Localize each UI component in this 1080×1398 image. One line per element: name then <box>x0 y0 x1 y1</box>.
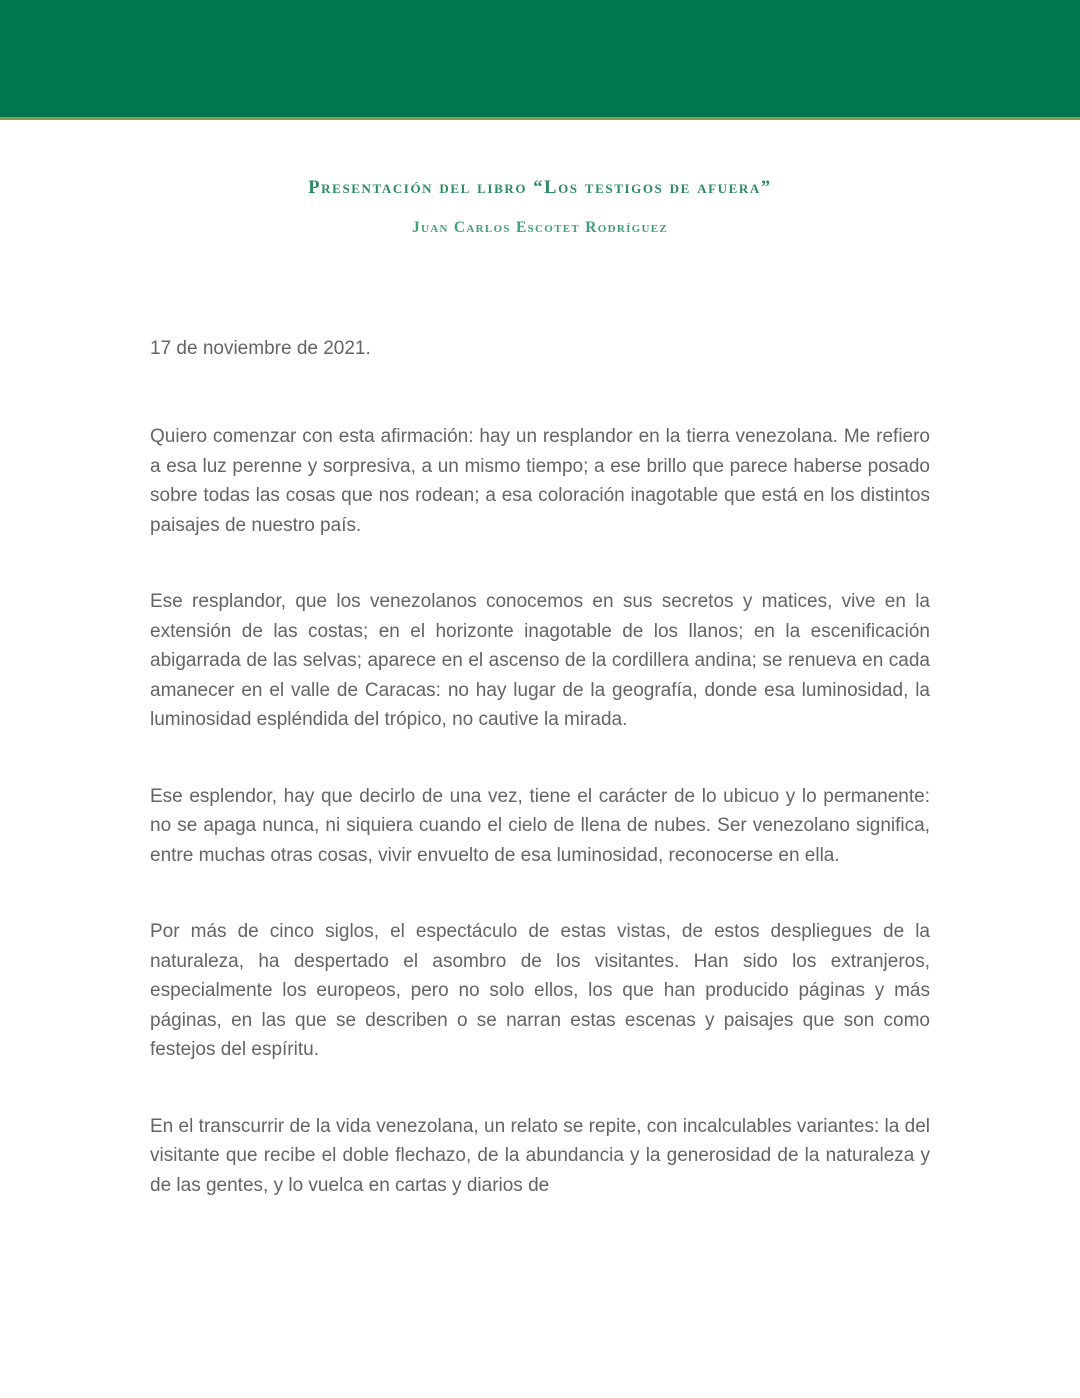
document-title: Presentación del libro “Los testigos de afuera” <box>308 178 772 198</box>
document-body <box>150 422 930 1200</box>
paragraph: Quiero comenzar con esta afirmación: hay un resplandor en la tierra venezolana. Me refiero a esa luz perenne y sorpresiva, a un mismo tiempo; a ese brillo que parece haberse posado sobre todas las cosas que nos rodean; a esa coloración inagotable que está en los distintos paisajes de nuestro país. <box>150 426 930 536</box>
paragraph: Ese esplendor, hay que decirlo de una vez, tiene el carácter de lo ubicuo y lo permanente: no se apaga nunca, ni siquiera cuando el cielo de llena de nubes. Ser venezolano significa, entre muchas otras cosas, vivir envuelto de esa luminosidad, reconocerse en ella. <box>150 785 930 866</box>
header-band <box>0 0 1080 120</box>
paragraph: En el transcurrir de la vida venezolana, un relato se repite, con incalculables variantes: la del visitante que recibe el doble flechazo, de la abundancia y la generosidad de la naturaleza y de las gentes, y lo vuelca en cartas y diarios de <box>150 1115 930 1196</box>
paragraph: Por más de cinco siglos, el espectáculo de estas vistas, de estos despliegues de la naturaleza, ha despertado el asombro de los visitantes. Han sido los extranjeros, especialmente los europeos, pero no solo ellos, los que han producido páginas y más páginas, en las que se describen o se narran estas escenas y paisajes que son como festejos del espíritu. <box>150 921 930 1060</box>
document-author: Juan Carlos Escotet Rodríguez <box>411 219 669 236</box>
document-page <box>0 176 1080 1200</box>
paragraph: Ese resplandor, que los venezolanos conocemos en sus secretos y matices, vive en la extensión de las costas; en el horizonte inagotable de los llanos; en la escenificación abigarrada de las selvas; aparece en el ascenso de la cordillera andina; se renueva en cada amanecer en el valle de Caracas: no hay lugar de la geografía, donde esa luminosidad, la luminosidad espléndida del trópico, no cautive la mirada. <box>150 591 930 730</box>
document-date: 17 de noviembre de 2021. <box>150 338 371 359</box>
